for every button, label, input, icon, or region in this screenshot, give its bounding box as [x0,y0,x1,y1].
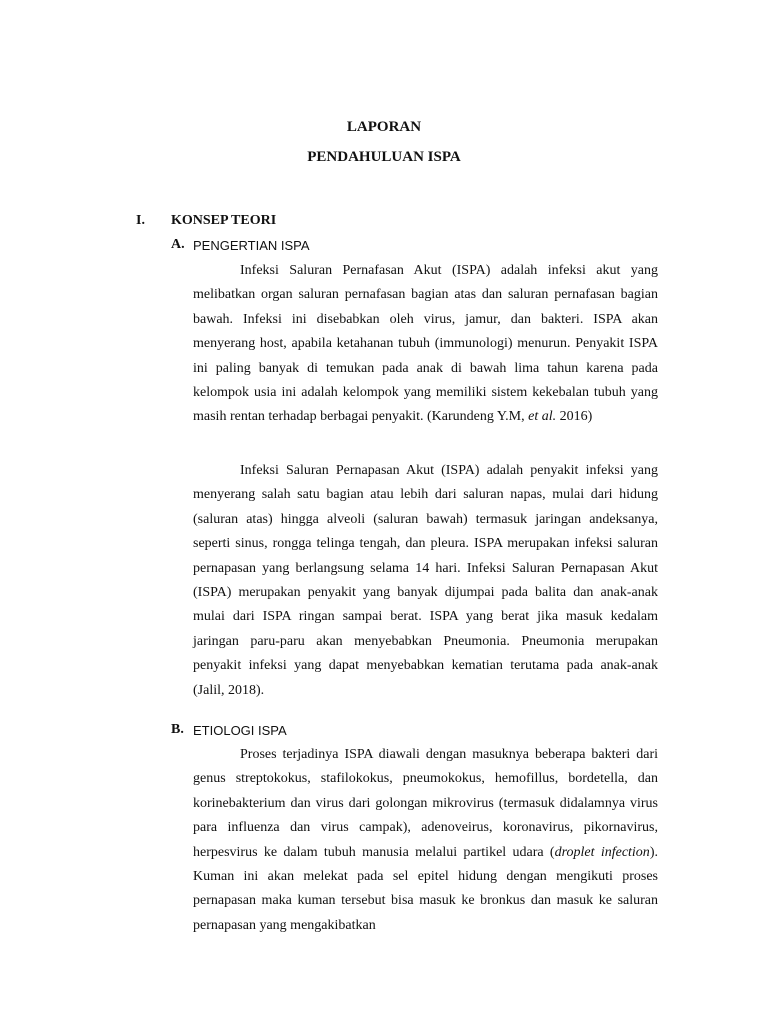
subsection-a-label: PENGERTIAN ISPA [193,238,310,253]
paragraph-a1-italic: et al. [528,409,557,425]
section-number: I. [136,213,145,228]
section-label: KONSEP TEORI [171,213,277,228]
subsection-b-letter: B. [171,722,184,737]
paragraph-a1-text: Infeksi Saluran Pernafasan Akut (ISPA) adalah infeksi akut yang melibatkan organ saluran pernafasan bagian atas dan saluran pernafasan bagian bawah. Infeksi ini disebabkan oleh virus, jamur, dan bakteri. ISPA akan menyerang host, apabila ketahanan tubuh (immunologi) menurun. Penyakit ISPA ini paling banyak di temukan pada anak di bawah lima tahun karena pada kelompok usia ini adalah kelompok yang memiliki sistem kekebalan tubuh yang masih rentan terhadap berbagai penyakit. (Karundeng Y.M, [193,263,658,425]
paragraph-a2: Infeksi Saluran Pernapasan Akut (ISPA) adalah penyakit infeksi yang menyerang salah satu bagian atau lebih dari saluran napas, mulai dari hidung (saluran atas) hingga alveoli (saluran bawah) termasuk jaringan andeksanya, seperti sinus, rongga telinga tengah, dan pleura. ISPA merupakan infeksi saluran pernapasan yang berlangsung selama 14 hari. Infeksi Saluran Pernapasan Akut (ISPA) merupakan penyakit yang banyak dijumpai pada balita dan anak-anak mulai dari ISPA ringan sampai berat. ISPA yang berat jika masuk kedalam jaringan paru-paru akan menyebabkan Pneumonia. Pneumonia merupakan penyakit infeksi yang dapat menyebabkan kematian terutama pada anak-anak (Jalil, 2018). [193,463,658,698]
subsection-a-letter: A. [171,237,185,252]
subsection-b-label: ETIOLOGI ISPA [193,723,287,738]
paragraph-b1-tail: ). Kuman ini akan melekat pada sel epitel hidung dengan mengikuti proses pernapasan maka kuman tersebut bisa masuk ke bronkus dan masuk ke saluran pernapasan yang mengakibatkan [193,844,658,933]
paragraph-a1-tail: 2016) [556,409,593,425]
doc-title-line1: LAPORAN [346,119,422,135]
doc-title-line2: PENDAHULUAN ISPA [307,149,461,165]
paragraph-b1-italic: droplet infection [554,844,650,860]
paragraph-a1 [193,259,658,430]
paragraph-b1-text: Proses terjadinya ISPA diawali dengan masuknya beberapa bakteri dari genus streptokokus, stafilokokus, pneumokokus, hemofillus, bordetella, dan korinebakterium dan virus dari golongan mikrovirus (termasuk didalamnya virus para influenza dan virus campak), adenoveirus, koronavirus, pikornavirus, herpesvirus ke dalam tubuh manusia melalui partikel udara ( [193,747,658,860]
paragraph-b1 [193,743,658,938]
